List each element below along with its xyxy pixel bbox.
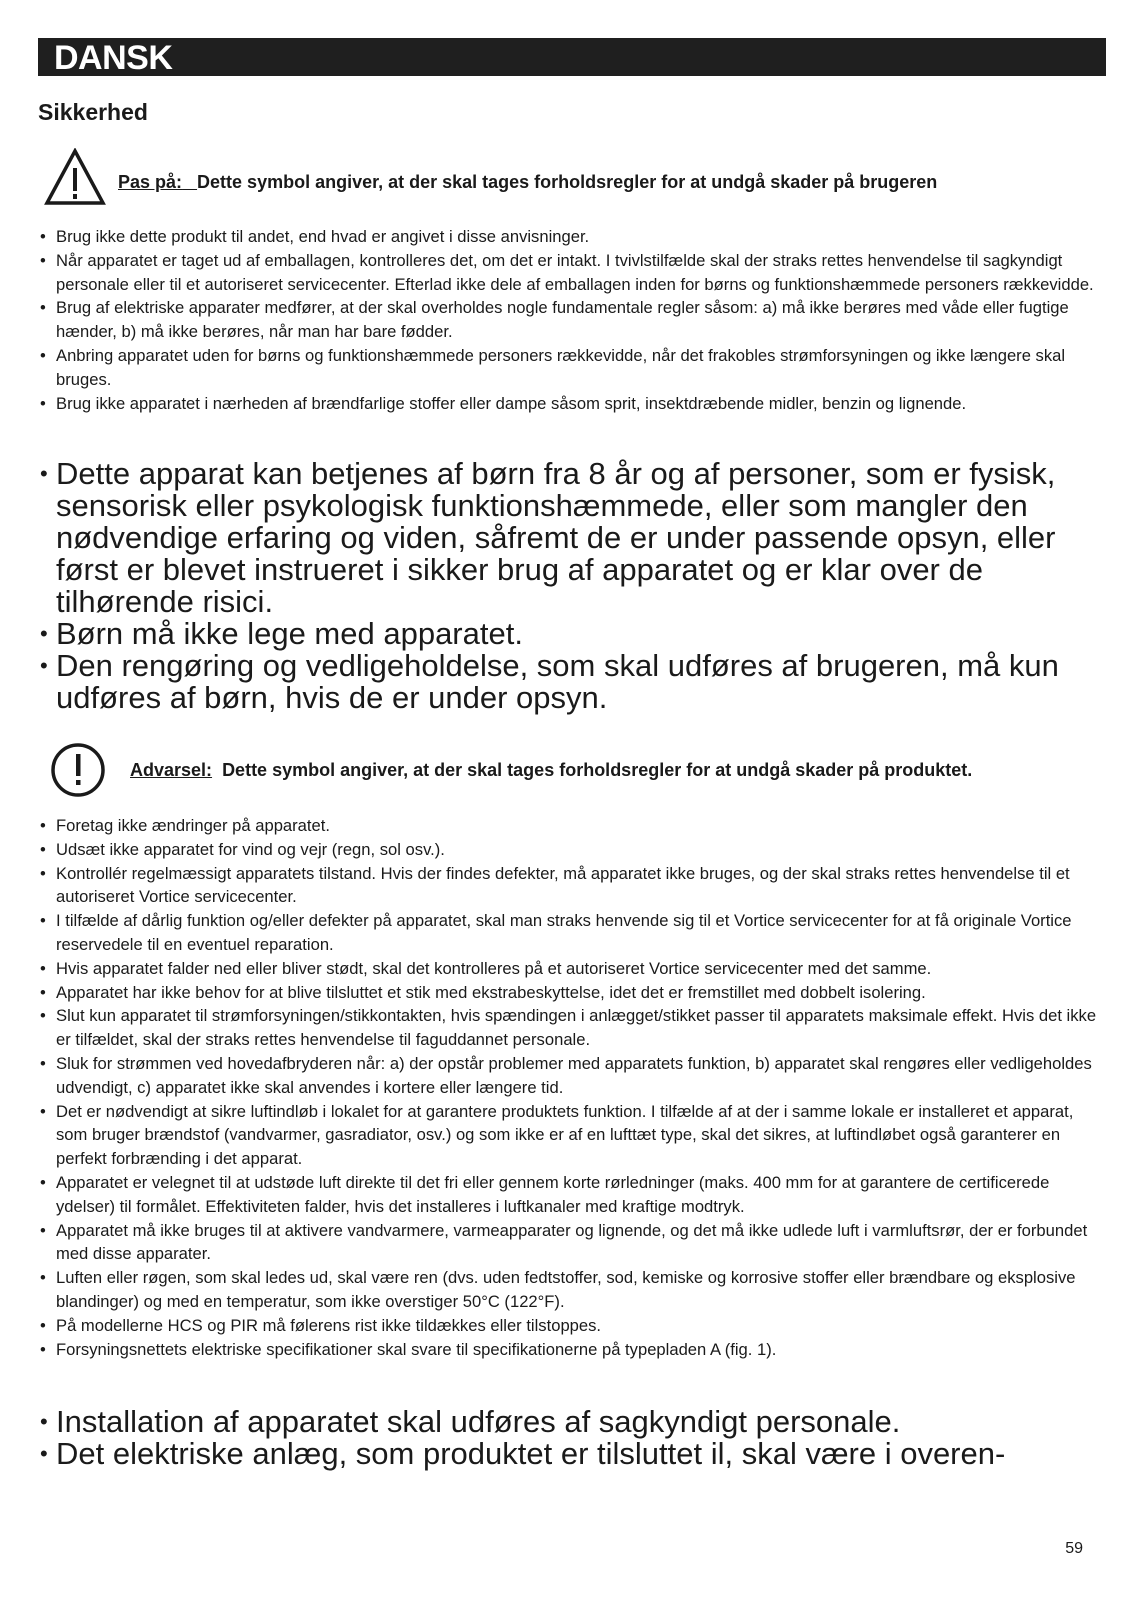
warning-triangle-icon <box>44 148 106 206</box>
list-item: • Børn må ikke lege med apparatet. <box>38 618 1106 650</box>
list-item: • Foretag ikke ændringer på apparatet. <box>38 814 1106 838</box>
list-item: • Kontrollér regelmæssigt apparatets tilstand. Hvis der findes defekter, må apparatet ikke bruges, og der skal straks rettes henvendelse til et autoriseret Vortice servicecenter. <box>38 862 1106 910</box>
list-item: • Apparatet har ikke behov for at blive tilsluttet et stik med ekstrabeskyttelse, idet det er fremstillet med dobbelt isolering. <box>38 981 1106 1005</box>
section-title: Sikkerhed <box>38 99 148 125</box>
list-item: • I tilfælde af dårlig funktion og/eller defekter på apparatet, skal man straks henvende sig til et Vortice servicecenter for at få originale Vortice reservedele til en eventuel reparation. <box>38 909 1106 957</box>
warning-list <box>38 814 1106 1361</box>
caution-list <box>38 225 1106 415</box>
caution-text-line <box>118 171 937 193</box>
list-item: • Hvis apparatet falder ned eller bliver stødt, skal det kontrolleres på et autoriseret Vortice servicecenter med det samme. <box>38 957 1106 981</box>
list-item: • Slut kun apparatet til strømforsyningen/stikkontakten, hvis spændingen i anlægget/stikket passer til apparatets maksimale effekt. Hvis det ikke er tilfældet, skal der straks rettes henvendelse til faguddannet personale. <box>38 1004 1106 1052</box>
list-item: • Forsyningsnettets elektriske specifikationer skal svare til specifikationerne på typepladen A (fig. 1). <box>38 1338 1106 1362</box>
caution-label: Pas på: <box>118 172 183 192</box>
list-item: • Anbring apparatet uden for børns og funktionshæmmede personers rækkevidde, når det frakobles strømforsyningen og ikke længere skal bruges. <box>38 344 1106 392</box>
caution-notice <box>38 148 1108 208</box>
list-item: • Brug af elektriske apparater medfører, at der skal overholdes nogle fundamentale regler såsom: a) må ikke berøres med våde eller fugtige hænder, b) må ikke berøres, når man har bare fødder. <box>38 296 1106 344</box>
list-item: • Installation af apparatet skal udføres af sagkyndigt personale. <box>38 1406 1106 1438</box>
caution-list-large <box>38 458 1106 714</box>
list-item: • På modellerne HCS og PIR må følerens rist ikke tildækkes eller tilstoppes. <box>38 1314 1106 1338</box>
list-item: • Det elektriske anlæg, som produktet er tilsluttet il, skal være i overen- <box>38 1438 1106 1470</box>
warning-description: Dette symbol angiver, at der skal tages forholdsregler for at undgå skader på produktet. <box>222 760 973 780</box>
list-item: • Dette apparat kan betjenes af børn fra 8 år og af personer, som er fysisk, sensorisk eller psykologisk funktionshæmmede, eller som mangler den nødvendige erfaring og viden, såfremt de er under passende opsyn, eller først er blevet instrueret i sikker brug af apparatet og er klar over de tilhørende risici. <box>38 458 1106 618</box>
list-item: • Brug ikke dette produkt til andet, end hvad er angivet i disse anvisninger. <box>38 225 1106 249</box>
list-item: • Apparatet må ikke bruges til at aktivere vandvarmere, varmeapparater og lignende, og det må ikke udlede luft i varmluftsrør, der er forbundet med disse apparater. <box>38 1219 1106 1267</box>
warning-notice <box>38 742 1108 802</box>
warning-text-line <box>130 759 972 781</box>
list-item: • Det er nødvendigt at sikre luftindløb i lokalet for at garantere produktets funktion. I tilfælde af at der i samme lokale er installeret et apparat, som bruger brændstof (vandvarmer, gasradiator, osv.) og som ikke er af en lufttæt type, skal det sikres, at luftindløbet også garanterer en perfekt forbrænding i det apparat. <box>38 1100 1106 1171</box>
page-number: 59 <box>1065 1540 1083 1557</box>
caution-description: Dette symbol angiver, at der skal tages forholdsregler for at undgå skader på brugeren <box>197 172 938 192</box>
list-item: • Når apparatet er taget ud af emballagen, kontrolleres det, om det er intakt. I tvivlstilfælde skal der straks rettes henvendelse til sagkyndigt personale eller til et autoriseret servicecenter. Efterlad ikke dele af emballagen inden for børns og funktionshæmmede personers rækkevidde. <box>38 249 1106 297</box>
list-item: • Apparatet er velegnet til at udstøde luft direkte til det fri eller gennem korte rørledninger (maks. 400 mm for at garantere de certificerede ydelser) til formålet. Effektiviteten falder, hvis det installeres i luftkanaler med kraftige modtryk. <box>38 1171 1106 1219</box>
exclamation-circle-icon <box>50 742 110 798</box>
list-item: • Luften eller røgen, som skal ledes ud, skal være ren (dvs. uden fedtstoffer, sod, kemiske og korrosive stoffer eller brændbare og eksplosive blandinger) og med en temperatur, som ikke overstiger 50°C (122°F). <box>38 1266 1106 1314</box>
list-item: • Brug ikke apparatet i nærheden af brændfarlige stoffer eller dampe såsom sprit, insektdræbende midler, benzin og lignende. <box>38 392 1106 416</box>
language-header: DANSK <box>38 38 1106 76</box>
warning-list-large <box>38 1406 1106 1470</box>
list-item: • Den rengøring og vedligeholdelse, som skal udføres af brugeren, må kun udføres af børn, hvis de er under opsyn. <box>38 650 1106 714</box>
list-item: • Udsæt ikke apparatet for vind og vejr (regn, sol osv.). <box>38 838 1106 862</box>
warning-label: Advarsel: <box>130 760 213 780</box>
list-item: • Sluk for strømmen ved hovedafbryderen når: a) der opstår problemer med apparatets funktion, b) apparatet skal rengøres eller vedligeholdes udvendigt, c) apparatet ikke skal anvendes i kortere eller længere tid. <box>38 1052 1106 1100</box>
